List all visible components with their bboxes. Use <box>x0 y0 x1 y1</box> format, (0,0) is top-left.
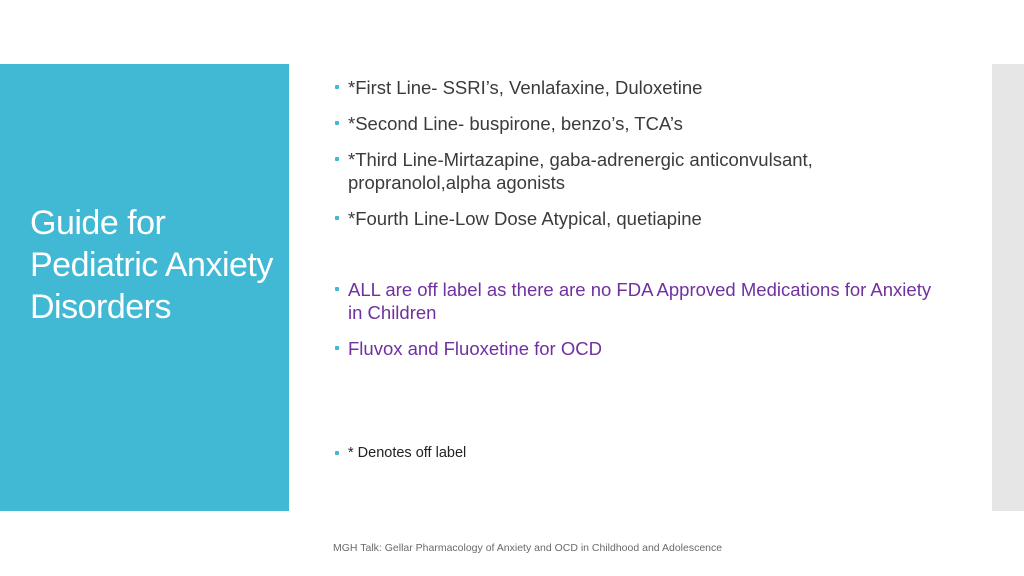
bullet-item <box>330 112 950 135</box>
bullet-item <box>330 76 950 99</box>
bullet-text: *Fourth Line-Low Dose Atypical, quetiapine <box>348 208 702 229</box>
bullet-text: ALL are off label as there are no FDA Approved Medications for Anxiety in Children <box>348 279 932 323</box>
bullet-text: *Third Line-Mirtazapine, gaba-adrenergic anticonvulsant, propranolol,alpha agonists <box>348 149 813 193</box>
bullet-dot-icon <box>335 287 339 291</box>
bullet-dot-icon <box>335 346 339 350</box>
bullet-dot-icon <box>335 85 339 89</box>
bullet-list <box>330 0 950 576</box>
bullet-item <box>330 148 950 194</box>
right-side-bar <box>992 64 1024 511</box>
bullet-text: *Second Line- buspirone, benzo’s, TCA’s <box>348 113 683 134</box>
bullet-dot-icon <box>335 121 339 125</box>
bullet-item <box>330 207 950 230</box>
bullet-text: *First Line- SSRI’s, Venlafaxine, Duloxetine <box>348 77 703 98</box>
bullet-dot-icon <box>335 451 339 455</box>
bullet-item-highlight <box>330 337 950 360</box>
bullet-item-highlight <box>330 278 950 324</box>
bullet-item-note <box>330 444 950 462</box>
bullet-text: Fluvox and Fluoxetine for OCD <box>348 338 602 359</box>
bullet-dot-icon <box>335 157 339 161</box>
bullet-dot-icon <box>335 216 339 220</box>
slide-title: Guide for Pediatric Anxiety Disorders <box>30 204 273 326</box>
bullet-text: * Denotes off label <box>348 445 467 461</box>
slide-footer: MGH Talk: Gellar Pharmacology of Anxiety and OCD in Childhood and Adolescence <box>333 542 723 554</box>
